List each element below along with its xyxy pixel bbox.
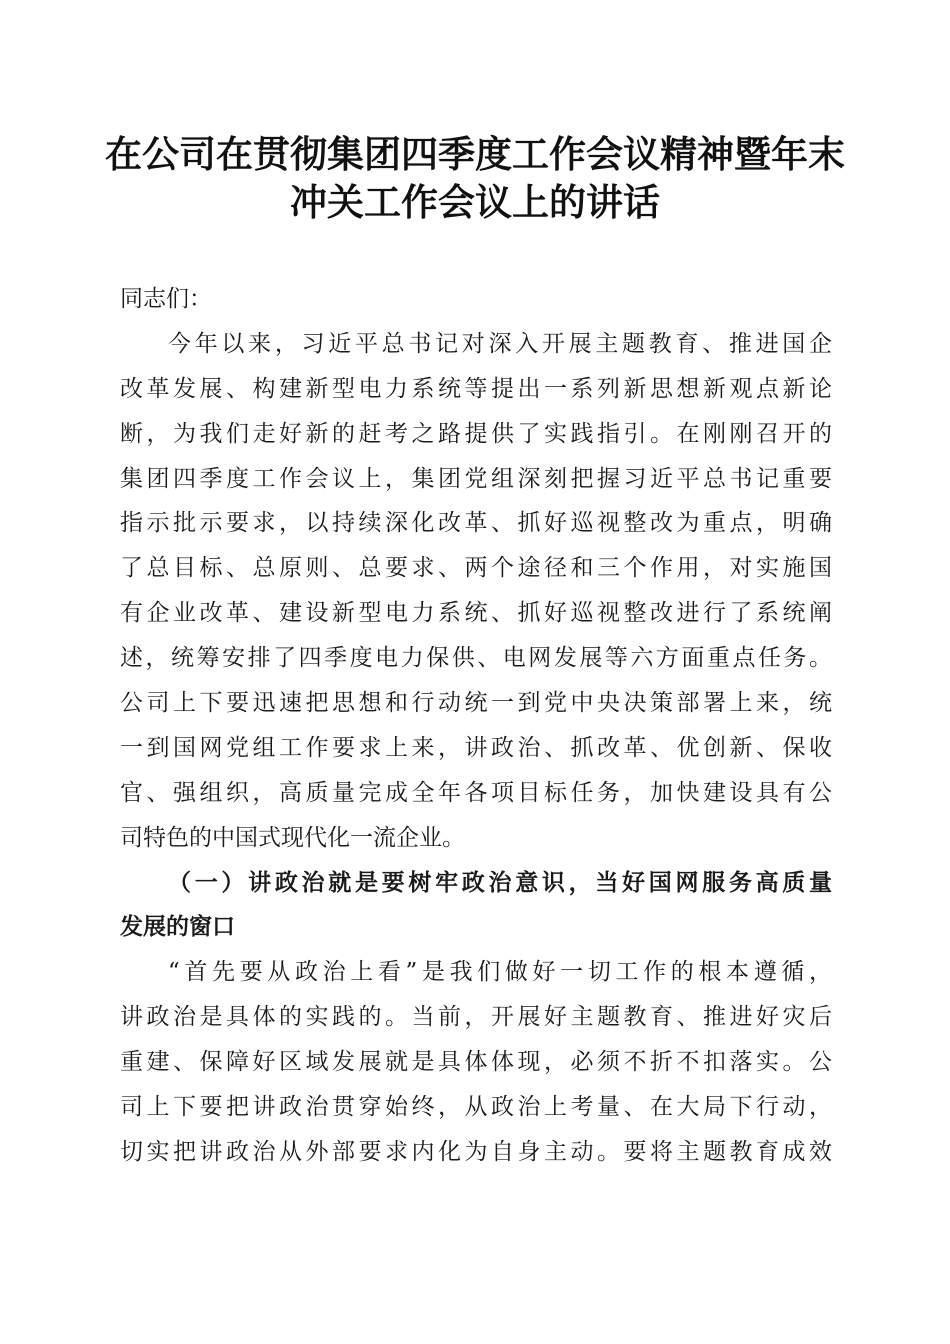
- paragraph-line: 重建、保障好区域发展就是具体体现，必须不折不扣落实。公: [120, 1049, 832, 1076]
- heading-line: 发展的窗口: [120, 913, 235, 941]
- paragraph-line: 了总目标、总原则、总要求、两个途径和三个作用，对实施国: [120, 555, 832, 582]
- section-heading-1: [120, 861, 832, 951]
- title-line-2: 冲关工作会议上的讲话: [290, 180, 660, 224]
- paragraph-line: 指示批示要求，以持续深化改革、抓好巡视整改为重点，明确: [120, 510, 832, 537]
- paragraph-line: 讲政治是具体的实践的。当前，开展好主题教育、推进好灾后: [120, 1004, 832, 1031]
- paragraph-2: [120, 950, 832, 1174]
- title-line-1: 在公司在贯彻集团四季度工作会议精神暨年末: [105, 132, 845, 176]
- document-body: [120, 277, 832, 1175]
- paragraph-line: “首先要从政治上看”是我们做好一切工作的根本遵循，: [168, 959, 832, 986]
- paragraph-line: 司特色的中国式现代化一流企业。: [120, 824, 465, 851]
- paragraph-line: 公司上下要迅速把思想和行动统一到党中央决策部署上来，统: [120, 690, 832, 717]
- document-title: [100, 130, 850, 226]
- paragraph-line: 一到国网党组工作要求上来，讲政治、抓改革、优创新、保收: [120, 734, 832, 761]
- paragraph-line: 集团四季度工作会议上，集团党组深刻把握习近平总书记重要: [120, 465, 832, 492]
- paragraph-line: 官、强组织，高质量完成全年各项目标任务，加快建设具有公: [120, 779, 832, 806]
- salutation: 同志们：: [120, 286, 212, 312]
- paragraph-1: [120, 322, 832, 861]
- heading-line: （一）讲政治就是要树牢政治意识，当好国网服务高质量: [168, 868, 832, 896]
- paragraph-line: 述，统筹安排了四季度电力保供、电网发展等六方面重点任务。: [120, 645, 832, 672]
- paragraph-line: 断，为我们走好新的赶考之路提供了实践指引。在刚刚召开的: [120, 420, 832, 447]
- paragraph-line: 有企业改革、建设新型电力系统、抓好巡视整改进行了系统阐: [120, 600, 832, 627]
- paragraph-line: 改革发展、构建新型电力系统等提出一系列新思想新观点新论: [120, 375, 832, 402]
- paragraph-line: 今年以来，习近平总书记对深入开展主题教育、推进国企: [168, 330, 832, 357]
- paragraph-line: 司上下要把讲政治贯穿始终，从政治上考量、在大局下行动，: [120, 1094, 832, 1121]
- paragraph-line: 切实把讲政治从外部要求内化为自身主动。要将主题教育成效: [120, 1138, 832, 1165]
